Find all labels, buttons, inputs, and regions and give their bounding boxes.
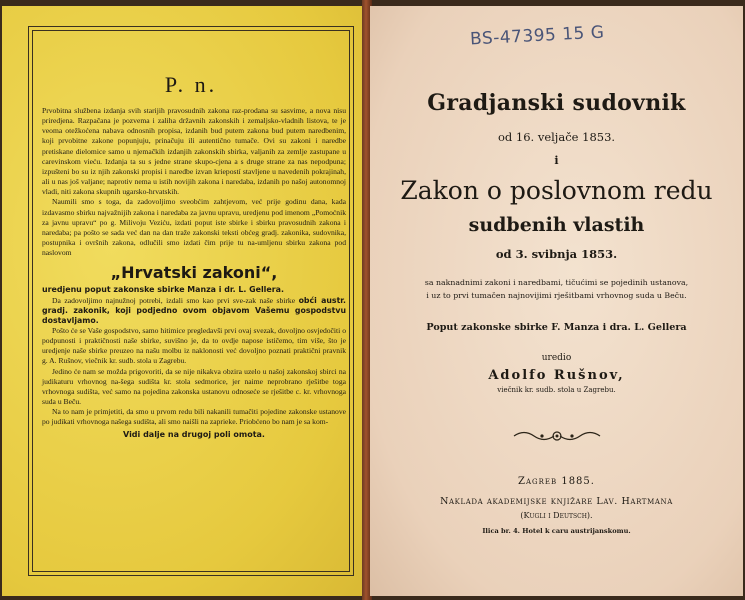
author-name: Adolfo Rušnov,	[488, 368, 625, 383]
page-heading: P. n.	[164, 72, 218, 97]
date-1: od 16. veljače 1853.	[497, 130, 616, 144]
paragraph-3-bold: obći austr. gradj. zakonik, koji podjedno ovom objavom Vašemu gospodstvu dostavljamo.	[42, 295, 346, 325]
paragraph-3-start: Da zadovoljimo najnužnoj potrebi, izdali smo kao prvi sve-zak naše sbirke	[52, 295, 299, 305]
notice-text	[42, 106, 346, 440]
right-page	[370, 6, 743, 596]
series-subtitle: uredjenu poput zakonske sbirke Manza i dr. L. Gellera.	[42, 285, 284, 295]
edited-by: uredio	[541, 353, 572, 363]
title-sudbenih-vlastih: sudbenih vlastih	[468, 214, 645, 236]
author-title: viečnik kr. sudb. stola u Zagrebu.	[497, 386, 616, 394]
ornament-icon	[370, 428, 743, 444]
continue-note: Vidi dalje na drugoj poli omota.	[123, 429, 265, 439]
left-page	[2, 6, 364, 596]
publisher-address: Ilica br. 4. Hotel k caru austrijanskomu.	[482, 527, 631, 535]
title-zakon: Zakon o poslovnom redu	[400, 176, 713, 205]
paragraph-4: Pošto će se Vaše gospodstvo, samo hitimice pregledavši prvi ovaj svezak, dovoljno osvjedočiti o podpunosti i praktičnosti naše sbirke, suvišno je, da to ovdje napose ističemo, tim više, što je uredjenje naše sbirke preuzeo na našu molbu iz naklonosti već dovoljno poznati praktični pravnik g. A. Rušnov, viečnik kr. sudb. stola u Zagrebu.	[42, 326, 346, 366]
paragraph-6: Na to nam je primjetiti, da smo u prvom redu bili nakanili tumačiti pojedine zakonske ustanove po judikati vrhovnoga našega sudišta, ali smo naišli na zaprieke. Priobćeno bo nam je sa kom-	[42, 407, 346, 427]
paragraph-1: Prvobitna službena izdanja svih starijih pravosudnih zakona raz-prodana su sasvime, a nova nisu priredjena. Razpačana je pozvema i zaliha državnih zakonskih i zemaljsko-vladnih listova, te je veoma otežkoćena nabava odnosnih propisa, izdanih bud putem zakona bud putem naredbenim, koji prvobitne zakone popunjuju, prinačuju ili autentično tumače. Ovi su zakoni i naredbe pretiskane dielomice samo u njemačkih izdanjih zakonskih sbirka, valjanih za zemlje zastupane u carevinskom vieću. Izdanja ta su s jedne strane skupo-cjena a s druge strane za nas nepodpuna; izpušteni bo su iz njih zakonski propisi i naredbe izvan kriepostí stavljene u navedenih pokrajinah, ali u nas još valjane; naprotiv nema u istih novijih zakona i naredaba, izdanih po našoj autonomnoj vladi, niti zakona skupnih ugarsko-hrvatskih.	[42, 106, 346, 197]
publisher: Naklada akademijske knjižare Lav. Hartmana	[440, 496, 673, 507]
publisher-sub: (Kugli i Deutsch).	[520, 511, 593, 520]
subtitle-line-2: i uz to prvi tumačen najnovijimi rješitbami vrhovnog suda u Beču.	[426, 291, 687, 300]
date-2: od 3. svibnja 1853.	[495, 247, 618, 261]
model-note: Poput zakonske sbirke F. Manza i dra. L. Gellera	[426, 322, 687, 333]
place-year: Zagreb 1885.	[518, 476, 595, 487]
conjunction: i	[554, 154, 559, 167]
subtitle	[370, 276, 743, 302]
series-title: „Hrvatski zakoni“,	[110, 263, 278, 283]
paragraph-5: Jedino će nam se možda prigovoriti, da se nije nikakva obzira uzelo u našoj zakonskoj sbirci na judikaturu vrhovnog na-šega sudišta kr. stola sedmorice, jer naime neprobrano rješitbe toga vrhovnoga sudišta, već samo na pojedina zakonska ustanovu odnoseće se rješitbe c. kr. vrhovnoga suda u Beču.	[42, 366, 346, 407]
title-gradjanski-sudovnik: Gradjanski sudovnik	[427, 90, 686, 116]
paragraph-2: Naumili smo s toga, da zadovoljimo sveobćim zahtjevom, već prije godinu dana, kada izdavasmo sbirku najvažnijih zakona i naredaba za javnu upravu, uredjenu pod imenom „Pomoćnik za javnu upravu“ po g. Milivoju Veziću, izdati poput iste sbirke i sbirku pravosudnih zakona i naredaba; pa pošto se sada već dan na dan traže zakonski teksti obćeg gradj. zakonika, sudovnika, postupnika i ovršnih zakona, odlučili smo izdati čim prije tu na-umljenu sbirku zakona pod naslovom	[42, 197, 346, 258]
paragraph-3	[42, 296, 346, 326]
library-stamp: BS-47395 15 G	[469, 22, 605, 50]
subtitle-line-1: sa naknadnimi zakoni i naredbami, tičućimi se pojedinih ustanova,	[424, 278, 689, 287]
